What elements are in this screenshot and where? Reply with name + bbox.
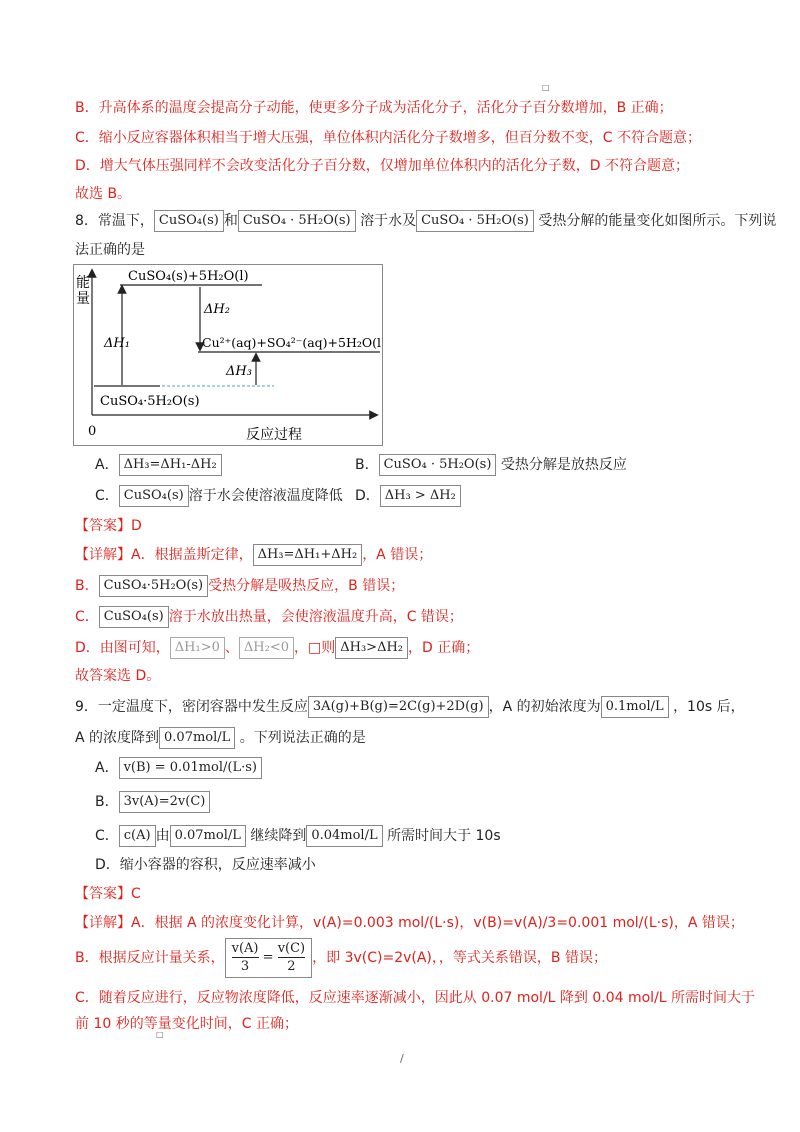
q8-option-d-label: D．	[355, 488, 380, 504]
q9-ratio-formula	[225, 938, 313, 978]
q8-detail-b-pre: B．	[75, 578, 99, 594]
q7-final-answer: 故选 B。	[75, 186, 132, 202]
q8-option-c-formula: CuSO₄(s)	[119, 485, 189, 507]
q9-option-c-mid: 继续降到	[250, 828, 307, 844]
y-axis-label-1: 能	[76, 275, 90, 291]
q9-final-concentration: 0.07mol/L	[159, 727, 235, 749]
q8-detail-a	[75, 544, 432, 566]
x-axis-label: 反应过程	[246, 427, 302, 443]
q8-detail-c	[75, 606, 463, 628]
fraction-equals: =	[262, 950, 274, 965]
q9-option-c-post: 所需时间大于 10s	[387, 828, 501, 844]
mid-level-label: Cu²⁺(aq)+SO₄²⁻(aq)+5H₂O(l)	[202, 335, 382, 350]
q9-stem-dropped: A 的浓度降到	[75, 730, 160, 746]
q9-option-a	[95, 757, 262, 779]
energy-diagram-svg	[74, 265, 382, 445]
q8-and: 和	[223, 213, 238, 229]
q8-detail-d-formula-3: ΔH₃>ΔH₂	[335, 637, 408, 659]
q8-option-b-formula: CuSO₄ · 5H₂O(s)	[379, 454, 497, 476]
q8-stem-line2: 法正确的是	[75, 242, 145, 258]
q9-stem-start: 9．一定温度下，密闭容器中发生反应	[75, 699, 308, 715]
q8-detail-a-pre: 【详解】A．根据盖斯定律，	[75, 547, 253, 563]
q8-option-a-label: A．	[95, 457, 119, 473]
page-mark-mid: □	[156, 1030, 164, 1039]
q8-option-d	[355, 485, 461, 507]
q8-detail-d	[75, 637, 479, 659]
y-axis-label-2: 量	[76, 291, 90, 307]
q9-option-c-formula-1: c(A)	[119, 825, 156, 847]
q8-detail-d-formula-2: ΔH₂<0	[239, 637, 294, 659]
q8-detail-a-formula: ΔH₃=ΔH₁+ΔH₂	[253, 544, 363, 566]
q9-option-c	[95, 825, 501, 847]
q7-option-d-explanation: D．增大气体压强同样不会改变活化分子百分数，仅增加单位体积内的活化分子数，D 不符合题意；	[75, 158, 690, 174]
dh3-label: ΔH₃	[226, 364, 252, 379]
fraction-1-numerator: v(A)	[231, 941, 259, 956]
q9-detail-b-post: ，即 3v(C)=2v(A)，，等式关系错误，B 错误；	[312, 950, 607, 966]
q8-option-c-label: C．	[95, 488, 119, 504]
q7-option-c-explanation: C．缩小反应容器体积相当于增大压强，单位体积内活化分子数增多，但百分数不变，C 不符合题意；	[75, 130, 701, 146]
fraction-2-numerator: v(C)	[277, 941, 306, 956]
q8-option-a	[95, 454, 222, 476]
q8-detail-b	[75, 575, 404, 597]
q7-option-b-explanation: B．升高体系的温度会提高分子动能，使更多分子成为活化分子，活化分子百分数增加，B 正确；	[75, 100, 673, 116]
q9-detail-c-line1: C．随着反应进行，反应物浓度降低，反应速率逐渐减小，因此从 0.07 mol/L 降到 0.04 mol/L 所需时间大于	[75, 990, 756, 1006]
q8-answer: 【答案】D	[75, 518, 142, 534]
q9-option-c-from: 由	[155, 828, 170, 844]
q8-detail-d-formula-1: ΔH₁>0	[170, 637, 225, 659]
q9-option-a-formula: v(B) = 0.01mol/(L·s)	[119, 757, 262, 779]
q9-option-d: D．缩小容器的容积，反应速率减小	[95, 857, 316, 873]
q8-stem-line1	[75, 210, 776, 232]
dh2-label: ΔH₂	[204, 302, 230, 317]
q9-option-b-label: B．	[95, 794, 119, 810]
q8-detail-d-post: ，D 正确；	[408, 640, 480, 656]
energy-diagram	[73, 264, 383, 446]
page-mark-top: □	[542, 83, 550, 92]
q8-option-d-formula: ΔH₃ > ΔH₂	[380, 485, 461, 507]
dh1-label: ΔH₁	[104, 336, 130, 351]
fraction-2-denominator: 2	[287, 959, 296, 974]
q9-stem-line2	[75, 727, 366, 749]
q9-detail-a: 【详解】A．根据 A 的浓度变化计算，v(A)=0.003 mol/(L·s)，v(B)=v(A)/3=0.001 mol/(L·s)，A 错误；	[75, 915, 744, 931]
q8-formula-box-3: CuSO₄ · 5H₂O(s)	[416, 210, 534, 232]
q9-detail-b	[75, 938, 607, 978]
q8-final-answer: 故答案选 D。	[75, 668, 161, 684]
origin-label: 0	[88, 424, 97, 439]
q9-stem-line1	[75, 696, 745, 718]
q8-option-b-text: 受热分解是放热反应	[500, 457, 627, 473]
q8-detail-c-pre: C．	[75, 609, 99, 625]
q9-stem-initial: ，A 的初始浓度为	[488, 699, 601, 715]
q9-initial-concentration: 0.1mol/L	[601, 696, 669, 718]
q9-option-c-label: C．	[95, 828, 119, 844]
q8-formula-box-1: CuSO₄(s)	[154, 210, 224, 232]
q9-stem-question: 。下列说法正确的是	[239, 730, 366, 746]
q9-reaction-equation: 3A(g)+B(g)=2C(g)+2D(g)	[308, 696, 489, 718]
fraction-1-denominator: 3	[240, 959, 250, 974]
q8-option-c	[95, 485, 343, 507]
q8-option-b-label: B．	[355, 457, 379, 473]
q9-stem-time: ，10s 后，	[673, 699, 745, 715]
q8-option-a-formula: ΔH₃=ΔH₁-ΔH₂	[119, 454, 222, 476]
top-level-label: CuSO₄(s)+5H₂O(l)	[128, 269, 249, 284]
q9-option-c-formula-2: 0.07mol/L	[170, 825, 246, 847]
q8-detail-c-post: 溶于水放出热量，会使溶液温度升高，C 错误；	[168, 609, 463, 625]
q9-detail-b-pre: B．根据反应计量关系，	[75, 950, 225, 966]
q8-detail-d-pre: D．由图可知，	[75, 640, 170, 656]
q8-detail-b-post: 受热分解是吸热反应，B 错误；	[208, 578, 405, 594]
q8-stem-start: 8．常温下，	[75, 213, 154, 229]
q8-detail-d-sep: 、	[224, 640, 239, 656]
bottom-level-label: CuSO₄·5H₂O(s)	[100, 394, 200, 409]
q9-option-a-label: A．	[95, 760, 119, 776]
q8-detail-b-formula: CuSO₄·5H₂O(s)	[99, 575, 209, 597]
q8-detail-c-formula: CuSO₄(s)	[99, 606, 169, 628]
q8-detail-a-post: ，A 错误；	[362, 547, 433, 563]
q9-option-b-formula: 3v(A)=2v(C)	[119, 791, 211, 813]
q8-formula-box-2: CuSO₄ · 5H₂O(s)	[238, 210, 356, 232]
page-number-mark: /	[400, 1052, 404, 1065]
q8-detail-d-mid: ，□则	[294, 640, 336, 656]
q9-option-b	[95, 791, 210, 813]
q9-option-c-formula-3: 0.04mol/L	[306, 825, 382, 847]
q8-option-c-text: 溶于水会使溶液温度降低	[188, 488, 343, 504]
q8-stem-continue: 受热分解的能量变化如图所示。下列说	[538, 213, 777, 229]
q8-dissolve-text: 溶于水及	[360, 213, 417, 229]
q9-answer: 【答案】C	[75, 886, 141, 902]
q8-option-b	[355, 454, 627, 476]
q9-detail-c-line2: 前 10 秒的等量变化时间，C 正确；	[75, 1016, 298, 1032]
